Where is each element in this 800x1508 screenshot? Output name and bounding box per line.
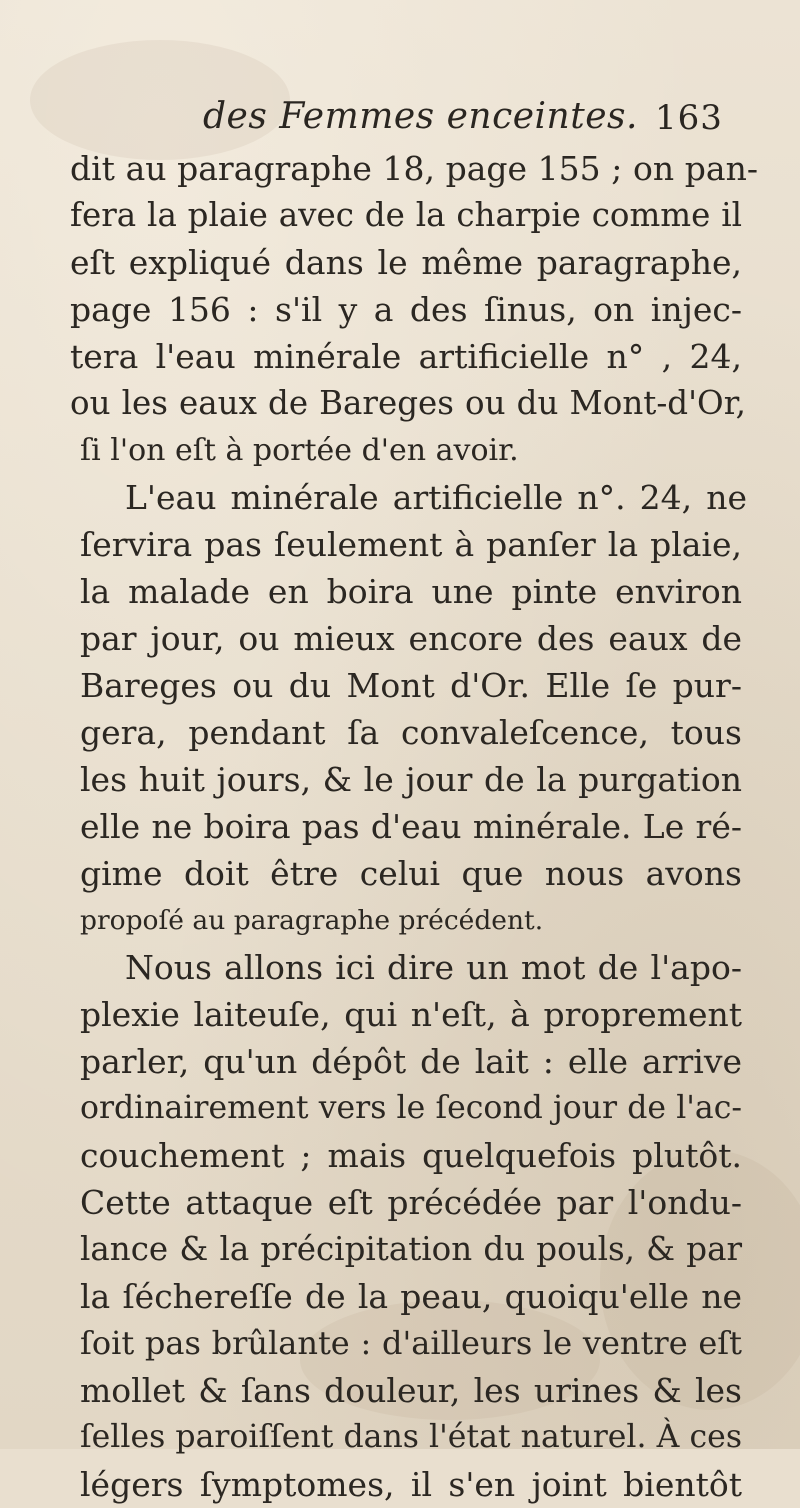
text-line: tera l'eau minérale artificielle n° , 24, (70, 337, 742, 376)
text-line: les huit jours, & le jour de la purgation (80, 760, 742, 799)
text-line: dit au paragraphe 18, page 155 ; on pan- (70, 149, 758, 188)
text-line: L'eau minérale artificielle n°. 24, ne (125, 478, 747, 517)
text-line: parler, qu'un dépôt de lait : elle arrive (80, 1042, 742, 1081)
text-line: propoſé au paragraphe précédent. (80, 905, 544, 936)
text-line: couchement ; mais quelquefois plutôt. (80, 1136, 742, 1175)
running-head (0, 96, 800, 146)
text-line: lance & la précipitation du pouls, & par (80, 1230, 742, 1268)
text-line: page 156 : s'il y a des ſinus, on injec- (70, 290, 742, 329)
text-line: Cette attaque eſt précédée par l'ondu- (80, 1183, 742, 1222)
text-line: plexie laiteuſe, qui n'eſt, à proprement (80, 995, 742, 1034)
text-line: ſoit pas brûlante : d'ailleurs le ventre eſt (80, 1324, 742, 1362)
text-line: eſt expliqué dans le même paragraphe, (70, 243, 742, 282)
text-line: légers ſymptomes, il s'en joint bientôt (80, 1465, 742, 1504)
text-line: Bareges ou du Mont d'Or. Elle ſe pur- (80, 666, 742, 705)
text-line: fera la plaie avec de la charpie comme il (70, 196, 742, 234)
text-line: elle ne boira pas d'eau minérale. Le ré- (80, 807, 742, 846)
text-line: par jour, ou mieux encore des eaux de (80, 619, 742, 658)
text-line: ſelles paroiſſent dans l'état naturel. À ces (80, 1419, 742, 1455)
text-line: mollet & ſans douleur, les urines & les (80, 1371, 742, 1410)
text-line: ordinairement vers le ſecond jour de l'ac- (80, 1090, 742, 1126)
text-line: gime doit être celui que nous avons (80, 854, 742, 893)
text-line: la ſéchereſſe de la peau, quoiqu'elle ne (80, 1277, 742, 1316)
page-number: 163 (655, 98, 723, 138)
text-line: ou les eaux de Bareges ou du Mont-d'Or, (70, 384, 746, 422)
running-head-title: des Femmes enceintes. (203, 96, 638, 137)
text-line: gera, pendant ſa convaleſcence, tous (80, 713, 742, 752)
text-line: ſervira pas ſeulement à panſer la plaie, (80, 525, 742, 564)
text-line: la malade en boira une pinte environ (80, 572, 742, 611)
text-line: Nous allons ici dire un mot de l'apo- (125, 948, 742, 987)
text-line: ſi l'on eſt à portée d'en avoir. (80, 433, 519, 468)
